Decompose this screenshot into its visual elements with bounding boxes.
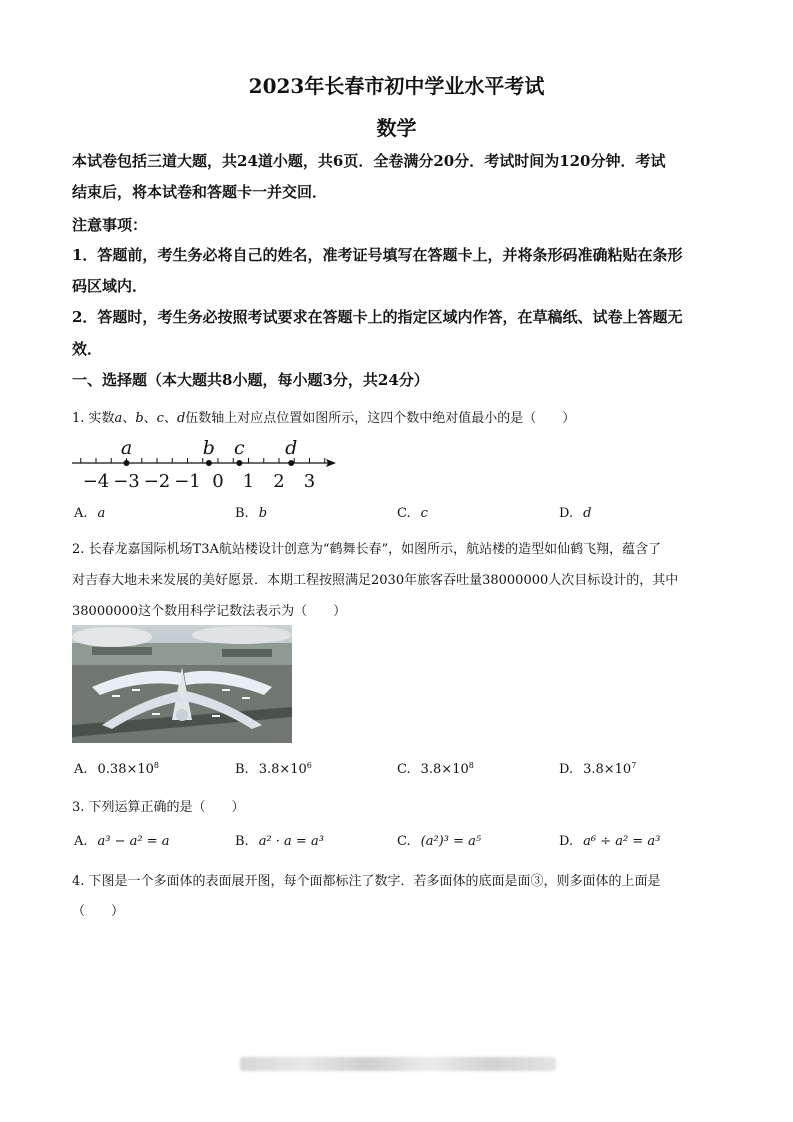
point-label-d: d [285, 437, 298, 459]
tick-label: 0 [212, 471, 224, 492]
q2-option-d[interactable] [559, 761, 636, 777]
q3-option-a[interactable] [74, 834, 170, 849]
q1-option-c[interactable] [397, 506, 428, 521]
notice-1-line-1: 1．答题前，考生务必将自己的姓名，准考证号填写在答题卡上，并将条形码准确粘贴在条形 [72, 246, 683, 264]
option-text: c [420, 506, 428, 521]
option-label: A. [74, 506, 88, 521]
option-label: B. [235, 506, 249, 521]
number-line-figure [66, 430, 346, 492]
tick-label: −3 [113, 471, 140, 492]
question-3-stem: 3. 下列运算正确的是（ ） [72, 800, 245, 815]
airport-terminal-photo [72, 625, 292, 743]
option-text: d [583, 506, 592, 521]
option-text: a⁶ ÷ a² = a³ [583, 834, 661, 849]
option-label: A. [74, 834, 88, 849]
tick-label: −4 [82, 471, 110, 492]
option-exponent: 8 [153, 761, 160, 770]
option-text: b [258, 506, 268, 521]
option-base: 3.8×10 [583, 762, 632, 777]
notice-2-line-2: 效． [72, 340, 103, 358]
option-base: 3.8×10 [420, 762, 469, 777]
q1-option-d[interactable] [559, 506, 591, 521]
q1-sep-1: 、 [122, 411, 136, 426]
question-4-line-1: 4. 下图是一个多面体的表面展开图，每个面都标注了数字．若多面体的底面是面③，则多面体的上面是 [72, 874, 661, 889]
point-label-c: c [234, 437, 245, 459]
q1-option-b[interactable] [235, 506, 267, 521]
intro-line-2: 结束后，将本试卷和答题卡一并交回． [72, 183, 328, 201]
number-line-point-c [236, 460, 242, 466]
option-label: C. [397, 762, 411, 777]
option-text: (a²)³ = a⁵ [420, 834, 482, 849]
q2-option-b[interactable] [235, 761, 312, 777]
q1-var-a: a [114, 411, 123, 426]
exam-title: 2023年长春市初中学业水平考试 [248, 74, 545, 98]
q3-option-c[interactable] [397, 834, 481, 849]
question-2-line-2: 对吉春大地未来发展的美好愿景．本期工程按照满足2030年旅客吞吐量38000000人次目标设计的，其中 [72, 573, 679, 588]
number-line [72, 437, 336, 492]
question-1-stem [72, 407, 575, 426]
number-line-point-d [288, 460, 294, 466]
q2-option-c[interactable] [397, 761, 474, 777]
option-base: 3.8×10 [258, 762, 307, 777]
option-text: a [97, 506, 106, 521]
option-label: B. [235, 762, 249, 777]
q1-sep-3: 、 [163, 411, 177, 426]
option-label: D. [559, 834, 574, 849]
tick-label: 3 [303, 471, 316, 492]
q3-option-b[interactable] [235, 834, 324, 849]
question-2-line-1: 2. 长春龙嘉国际机场T3A航站楼设计创意为“鹤舞长春”，如图所示，航站楼的造型如仙鹤飞翔，蕴含了 [72, 542, 662, 557]
q1-var-b: b [135, 411, 144, 426]
q1-suffix: 伍数轴上对应点位置如图所示，这四个数中绝对值最小的是（ ） [185, 411, 576, 426]
option-exponent: 8 [468, 761, 474, 770]
blurred-footer-watermark [240, 1057, 556, 1071]
option-label: B. [235, 834, 249, 849]
question-4-line-2: （ ） [72, 904, 125, 919]
option-exponent: 6 [306, 761, 312, 770]
tick-label: 2 [273, 471, 285, 492]
point-label-a: a [120, 437, 133, 459]
section-1-heading: 一、选择题（本大题共8小题，每小题3分，共24分） [72, 371, 429, 389]
question-2-line-3: 38000000这个数用科学记数法表示为（ ） [72, 604, 347, 619]
option-label: C. [397, 506, 411, 521]
q1-var-c: c [156, 411, 164, 426]
exam-subject: 数学 [376, 116, 417, 140]
option-label: C. [397, 834, 411, 849]
option-text: a² · a = a³ [258, 834, 324, 849]
option-text: a³ − a² = a [97, 834, 170, 849]
notice-title: 注意事项： [72, 216, 148, 234]
tick-label: −1 [174, 471, 201, 492]
option-label: D. [559, 762, 574, 777]
intro-line-1: 本试卷包括三道大题，共24道小题，共6页．全卷满分20分．考试时间为120分钟．考试 [72, 152, 666, 170]
number-line-point-b [206, 460, 212, 466]
tick-label: 1 [242, 471, 255, 492]
point-label-b: b [202, 437, 215, 459]
tick-label: −2 [143, 471, 171, 492]
q1-sep-2: 、 [143, 411, 157, 426]
q1-var-d: d [176, 411, 186, 426]
q3-option-d[interactable] [559, 834, 660, 849]
option-base: 0.38×10 [97, 762, 154, 777]
number-line-point-a [124, 460, 130, 466]
option-exponent: 7 [631, 761, 637, 770]
option-label: D. [559, 506, 574, 521]
q1-option-a[interactable] [74, 506, 105, 521]
q2-option-a[interactable] [74, 761, 159, 777]
notice-2-line-1: 2．答题时，考生务必按照考试要求在答题卡上的指定区域内作答，在草稿纸、试卷上答题无 [72, 308, 683, 326]
option-label: A. [74, 762, 88, 777]
notice-1-line-2: 码区域内． [72, 277, 148, 295]
q1-prefix: 1. 实数 [72, 411, 115, 426]
